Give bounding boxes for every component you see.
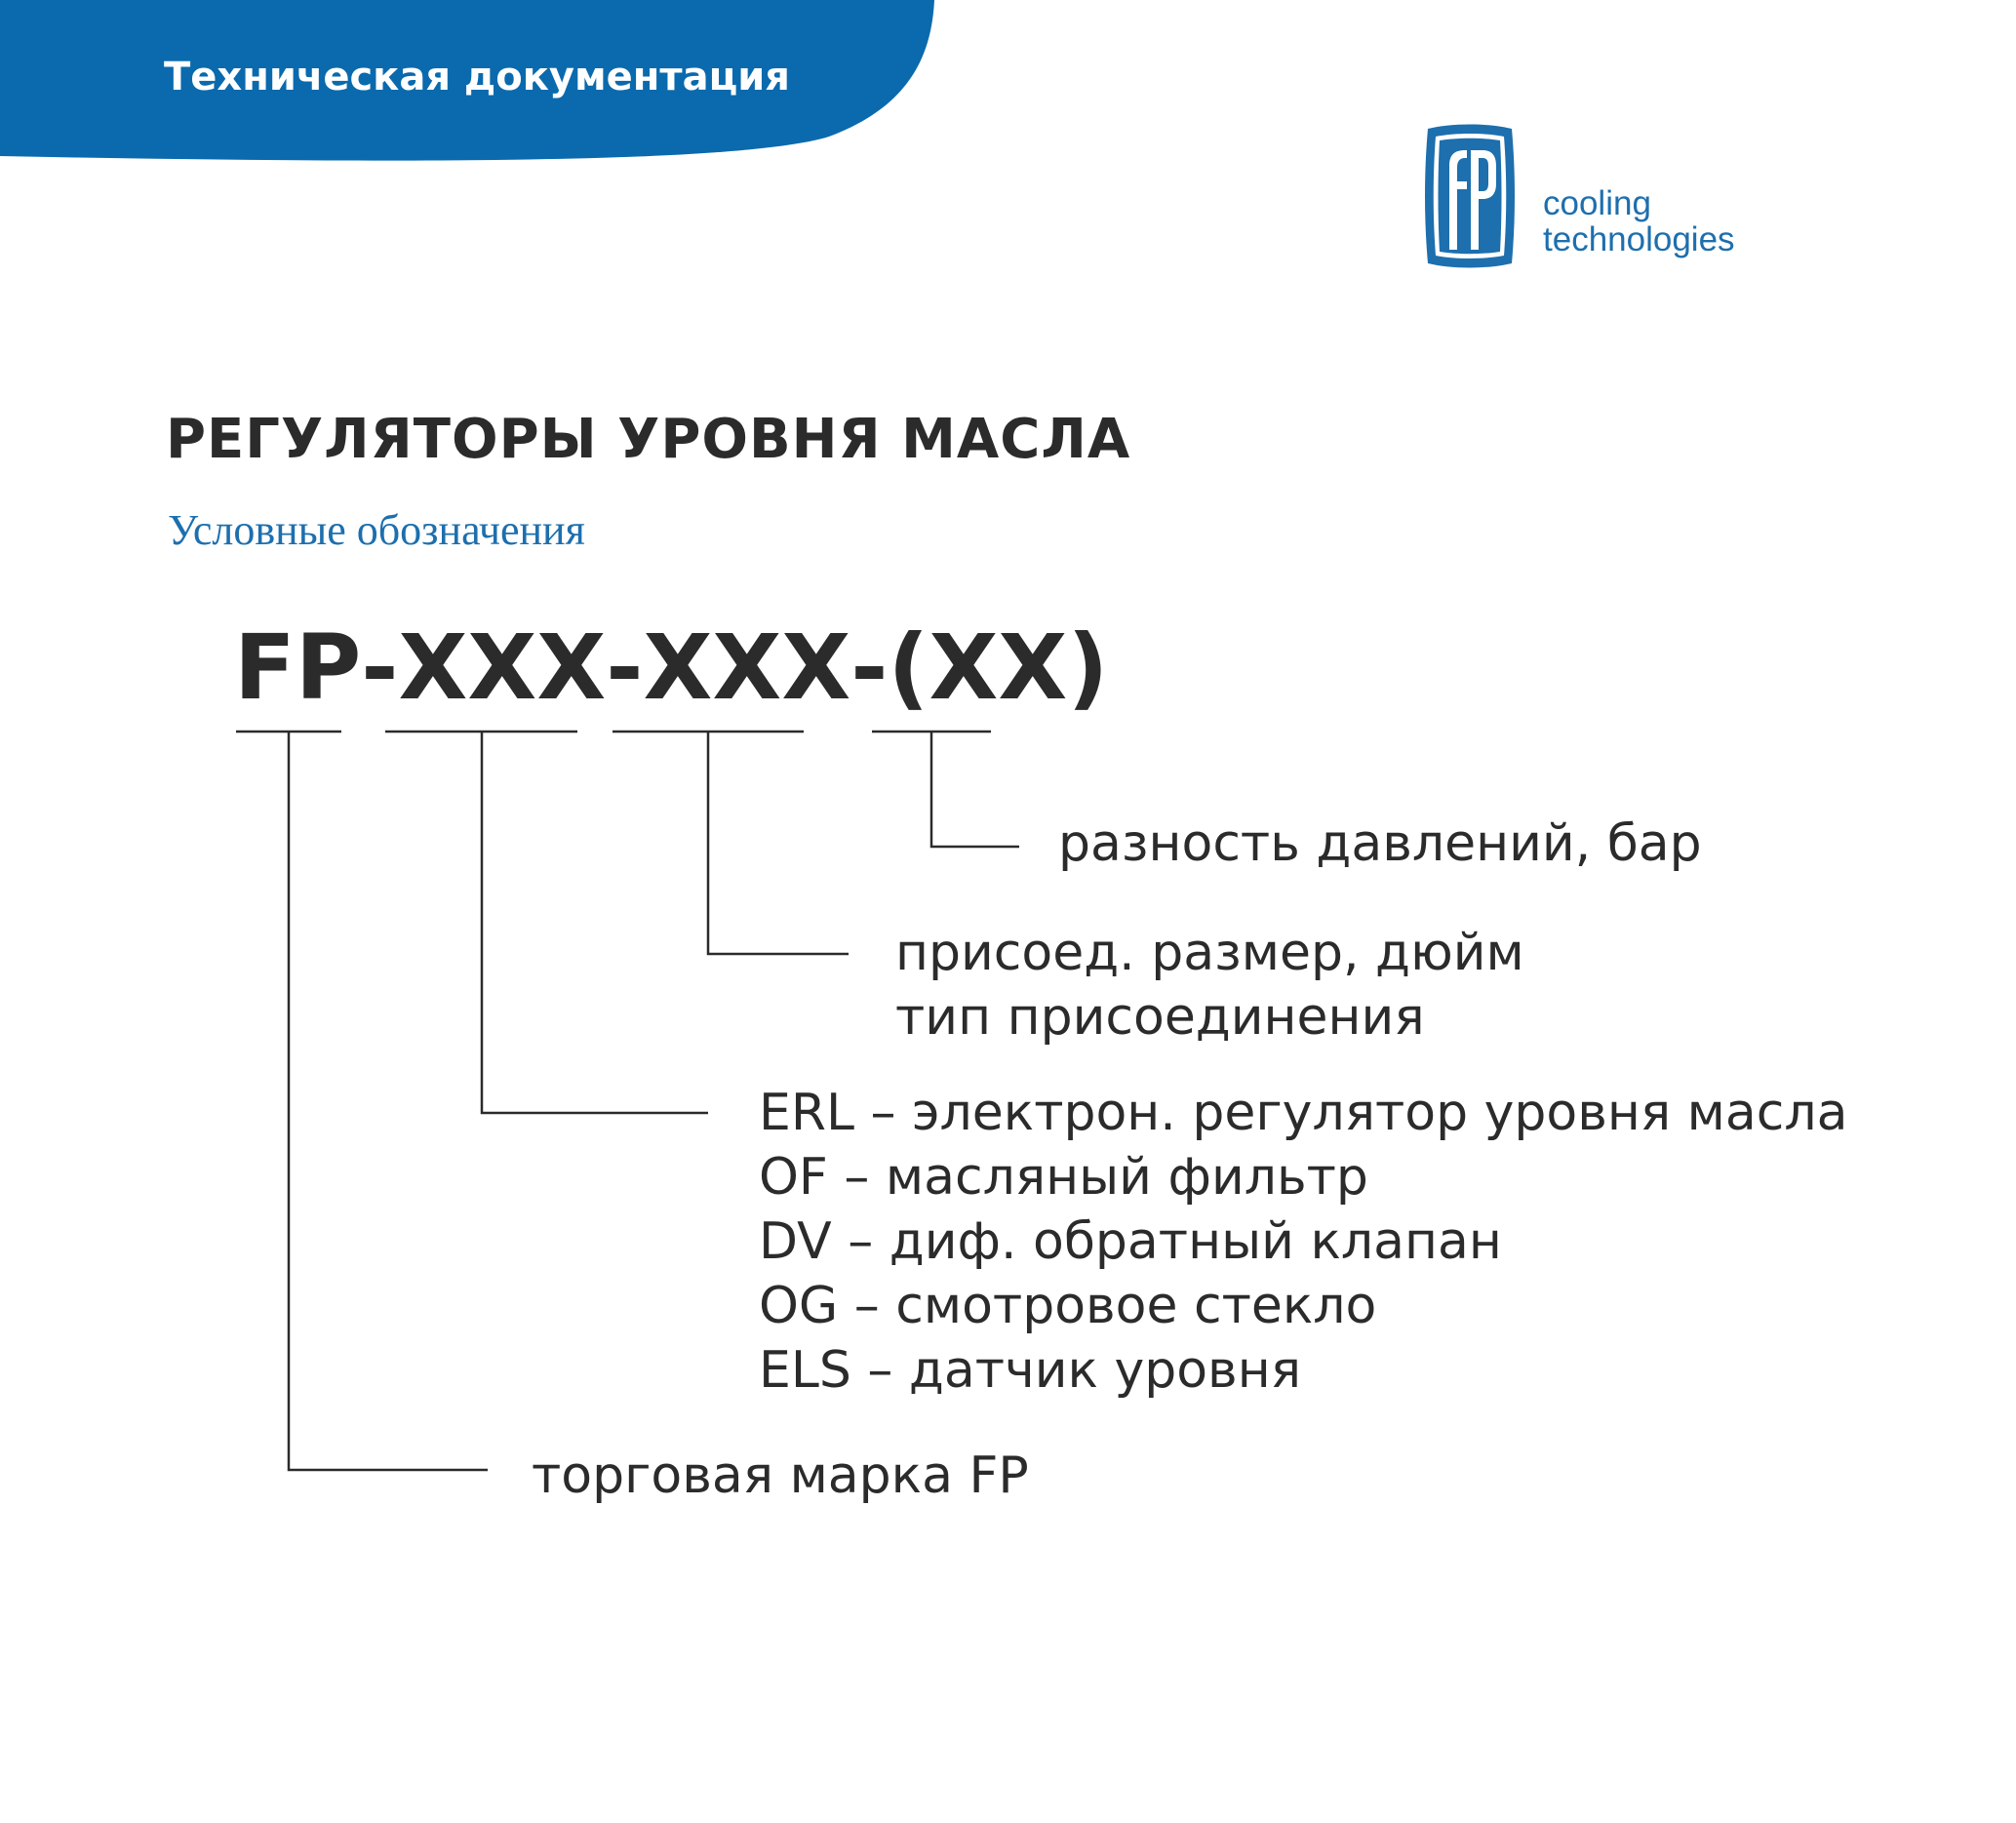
device-type-item: DV – диф. обратный клапан [759,1212,1502,1271]
device-type-item: ERL – электрон. регулятор уровня масла [759,1084,1848,1142]
code-segment-type: XXX [398,615,607,720]
device-type-item: ELS – датчик уровня [759,1341,1301,1400]
label-connection-type: тип присоединения [895,988,1425,1047]
label-device-types [759,1081,1847,1403]
code-closing-paren: ) [1067,615,1109,720]
code-separator: - [361,615,399,720]
label-brand: торговая марка FP [532,1447,1029,1505]
device-type-item: OF – масляный фильтр [759,1148,1368,1207]
label-connection [895,921,1524,1050]
code-segment-pressure: XX [929,615,1068,720]
leader-brand [289,732,488,1470]
page-subtitle: Условные обозначения [168,506,585,554]
code-separator: - [606,615,644,720]
device-type-item: OG – смотровое стекло [759,1277,1377,1335]
code-segment-brand: FP [234,615,362,720]
logo-tagline-line1: cooling [1543,184,1651,222]
page-title: РЕГУЛЯТОРЫ УРОВНЯ МАСЛА [166,408,1131,471]
code-segment-size: XXX [643,615,851,720]
logo-tagline-line2: technologies [1543,220,1735,258]
code-separator: -( [850,615,929,720]
leader-type [482,732,708,1113]
label-connection-size: присоед. размер, дюйм [895,924,1524,982]
leader-pressure [931,732,1019,847]
leader-size [708,732,849,954]
label-pressure-difference: разность давлений, бар [1058,814,1702,873]
header-title: Техническая документация [164,55,790,99]
